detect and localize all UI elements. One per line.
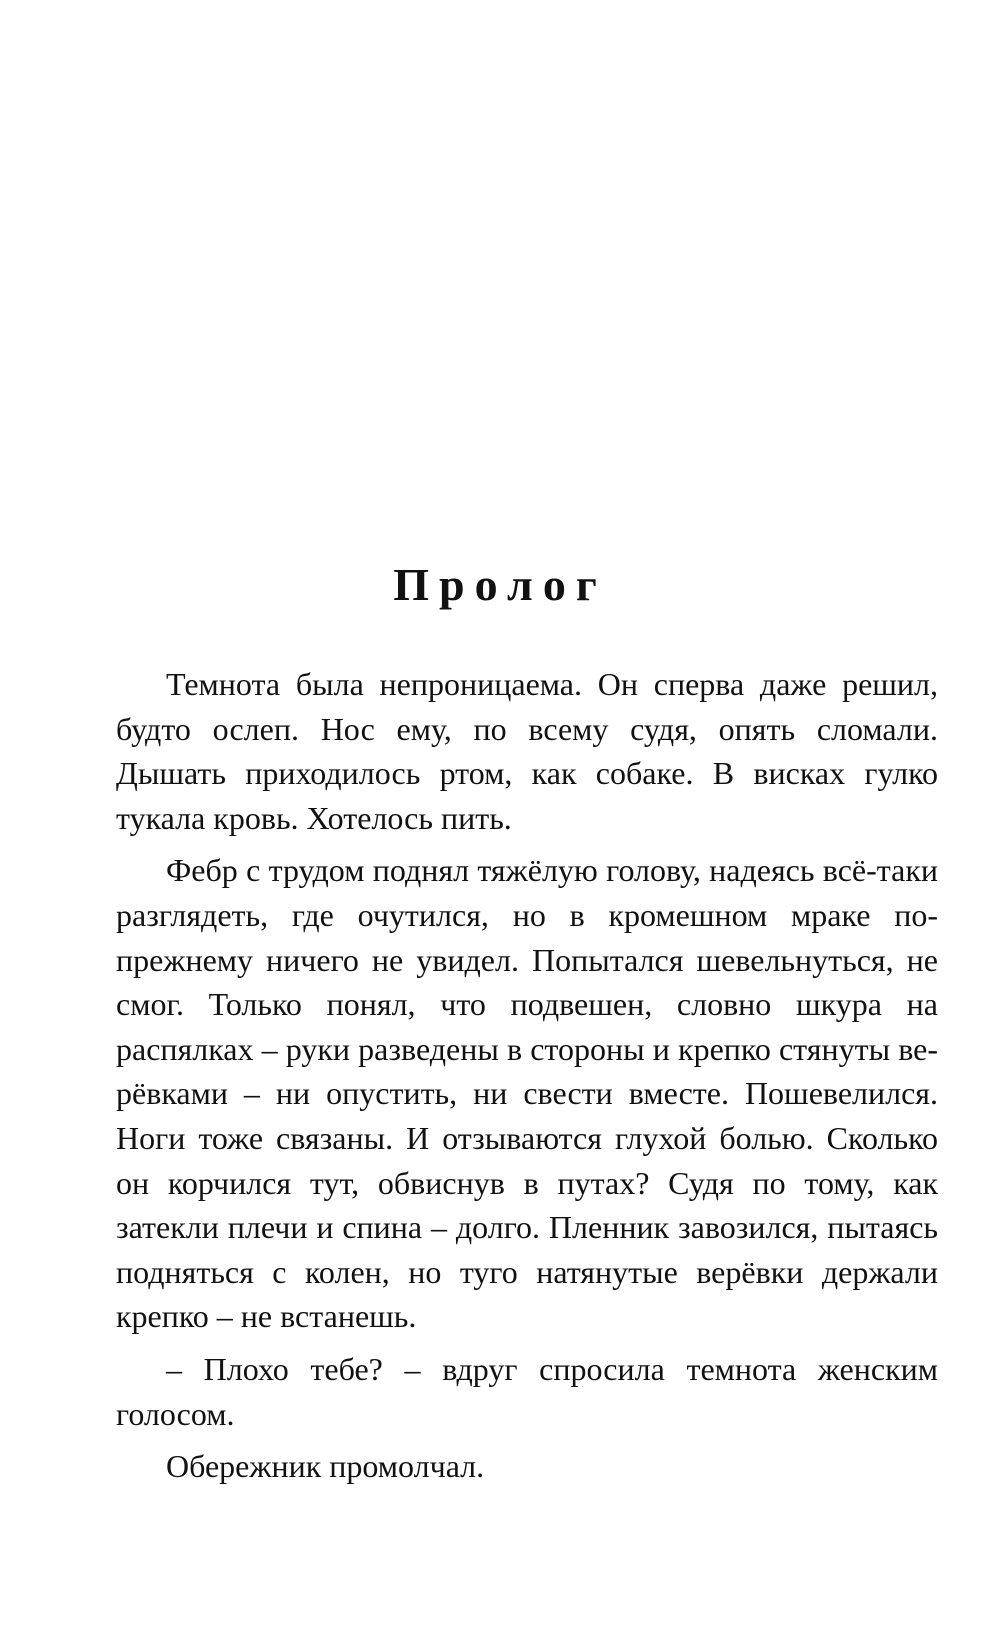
paragraph: – Плохо тебе? – вдруг спросила темнота женским голосом. (116, 1350, 938, 1432)
chapter-title: Пролог (393, 559, 607, 610)
paragraph: Фебр с трудом поднял тяжёлую голову, надеясь всё-таки разглядеть, где очутился, но в кромешном мраке по-прежнему ничего не увидел. Попытался шевельнуться, не смог. Только понял, что подвешен, словно шкура на распялках – руки разведены в стороны и крепко стянуты верёвками – ни опустить, ни свести вместе. Пошевелился. Ноги тоже связаны. И отзываются глухой болью. Сколько он корчился тут, обвиснув в путах? Судя по тому, как затекли плечи и спина – долго. Пленник завозился, пытаясь подняться с колен, но туго натянутые верёвки держали крепко – не встанешь. (116, 852, 938, 1335)
body-text (116, 662, 938, 1497)
paragraph: Обережник промолчал. (166, 1448, 485, 1485)
paragraph: Темнота была непроницаема. Он сперва даже решил, будто ослеп. Нос ему, по всему судя, опять сломали. Дышать приходилось ртом, как собаке. В висках гулко тукала кровь. Хотелось пить. (116, 666, 938, 836)
